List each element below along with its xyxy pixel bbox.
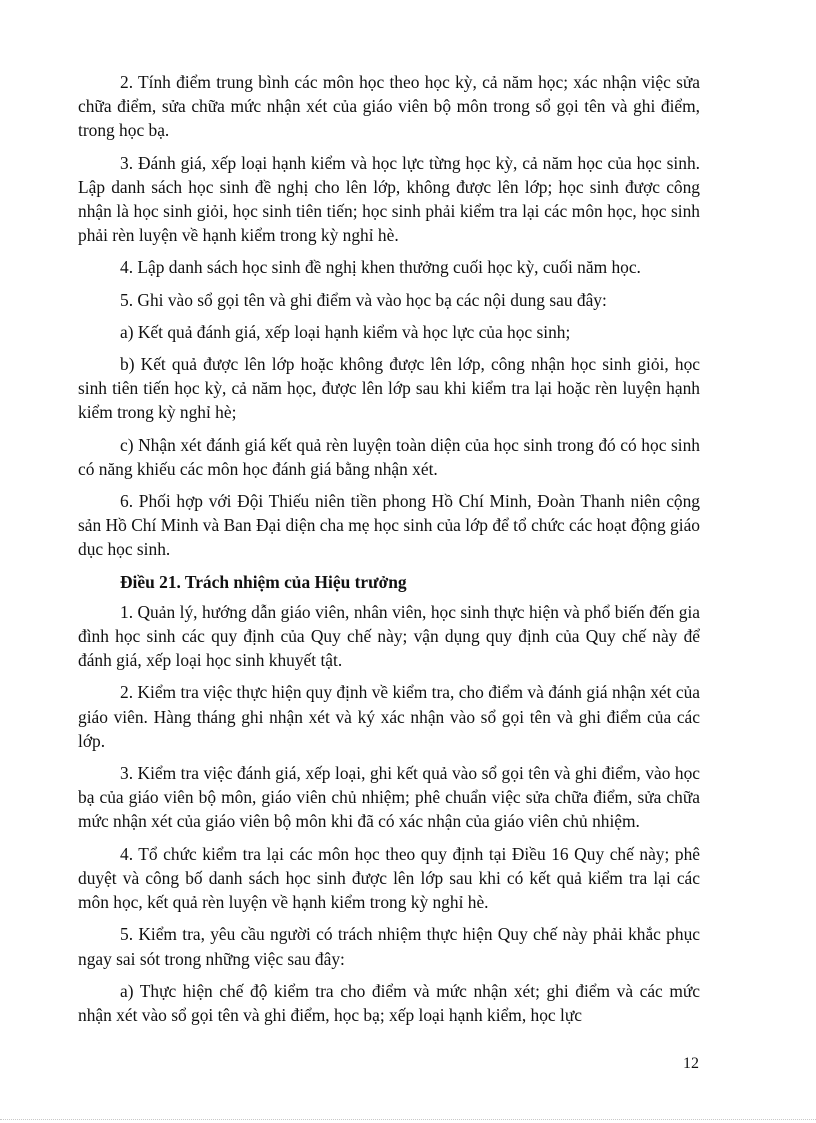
paragraph-subitem-c: c) Nhận xét đánh giá kết quả rèn luyện toàn diện của học sinh trong đó có học sinh có năng khiếu các môn học đánh giá bằng nhận xét. [78,434,700,479]
paragraph-item-3-evaluation: 3. Đánh giá, xếp loại hạnh kiểm và học lực từng học kỳ, cả năm học của học sinh. Lập danh sách học sinh đề nghị cho lên lớp, không được lên lớp; học sinh được công nhận là học sinh giỏi, học sinh tiên tiến; học sinh phải kiểm tra lại các môn học, học sinh phải rèn luyện về hạnh kiểm trong kỳ nghỉ hè. [78,152,700,246]
page-number: 12 [683,1055,699,1072]
article-21-item-5-subitem-a: a) Thực hiện chế độ kiểm tra cho điểm và mức nhận xét; ghi điểm và các mức nhận xét vào sổ gọi tên và ghi điểm, học bạ; xếp loại hạnh kiểm, học lực [78,980,700,1025]
paragraph-item-6-coordination: 6. Phối hợp với Đội Thiếu niên tiền phong Hồ Chí Minh, Đoàn Thanh niên cộng sản Hồ Chí Minh và Ban Đại diện cha mẹ học sinh của lớp để tổ chức các hoạt động giáo dục học sinh. [78,491,700,560]
paragraph-item-4-reward-list: 4. Lập danh sách học sinh đề nghị khen thưởng cuối học kỳ, cuối năm học. [120,257,641,278]
article-21-item-4: 4. Tổ chức kiểm tra lại các môn học theo quy định tại Điều 16 Quy chế này; phê duyệt và công bố danh sách học sinh được lên lớp sau khi có kết quả kiểm tra lại các môn học, kết quả rèn luyện về hạnh kiểm trong kỳ nghỉ hè. [78,843,700,913]
section-heading-article-21: Điều 21. Trách nhiệm của Hiệu trưởng [120,571,407,592]
article-21-item-2: 2. Kiểm tra việc thực hiện quy định về kiểm tra, cho điểm và đánh giá nhận xét của giáo viên. Hàng tháng ghi nhận xét và ký xác nhận vào sổ gọi tên và ghi điểm của các lớp. [78,682,700,751]
paragraph-subitem-a: a) Kết quả đánh giá, xếp loại hạnh kiểm và học lực của học sinh; [120,321,571,342]
paragraph-item-5-record-entries: 5. Ghi vào sổ gọi tên và ghi điểm và vào học bạ các nội dung sau đây: [120,289,607,310]
page-bottom-divider [0,1119,816,1120]
article-21-item-1: 1. Quản lý, hướng dẫn giáo viên, nhân viên, học sinh thực hiện và phổ biến đến gia đình học sinh các quy định của Quy chế này; vận dụng quy định của Quy chế này để đánh giá, xếp loại học sinh khuyết tật. [78,601,700,671]
paragraph-item-2-grade-average: 2. Tính điểm trung bình các môn học theo học kỳ, cả năm học; xác nhận việc sửa chữa điểm, sửa chữa mức nhận xét của giáo viên bộ môn trong sổ gọi tên và ghi điểm, trong học bạ. [78,72,700,141]
document-page [78,70,700,1035]
article-21-item-3: 3. Kiểm tra việc đánh giá, xếp loại, ghi kết quả vào sổ gọi tên và ghi điểm, vào học bạ của giáo viên bộ môn, giáo viên chủ nhiệm; phê chuẩn việc sửa chữa điểm, sửa chữa mức nhận xét của giáo viên bộ môn khi đã có xác nhận của giáo viên chủ nhiệm. [78,763,700,832]
article-21-item-5: 5. Kiểm tra, yêu cầu người có trách nhiệm thực hiện Quy chế này phải khắc phục ngay sai sót trong những việc sau đây: [78,924,700,969]
paragraph-subitem-b: b) Kết quả được lên lớp hoặc không được lên lớp, công nhận học sinh giỏi, học sinh tiên tiến học kỳ, cả năm học, được lên lớp sau khi kiểm tra lại hoặc rèn luyện hạnh kiểm trong kỳ nghỉ hè; [78,354,700,423]
